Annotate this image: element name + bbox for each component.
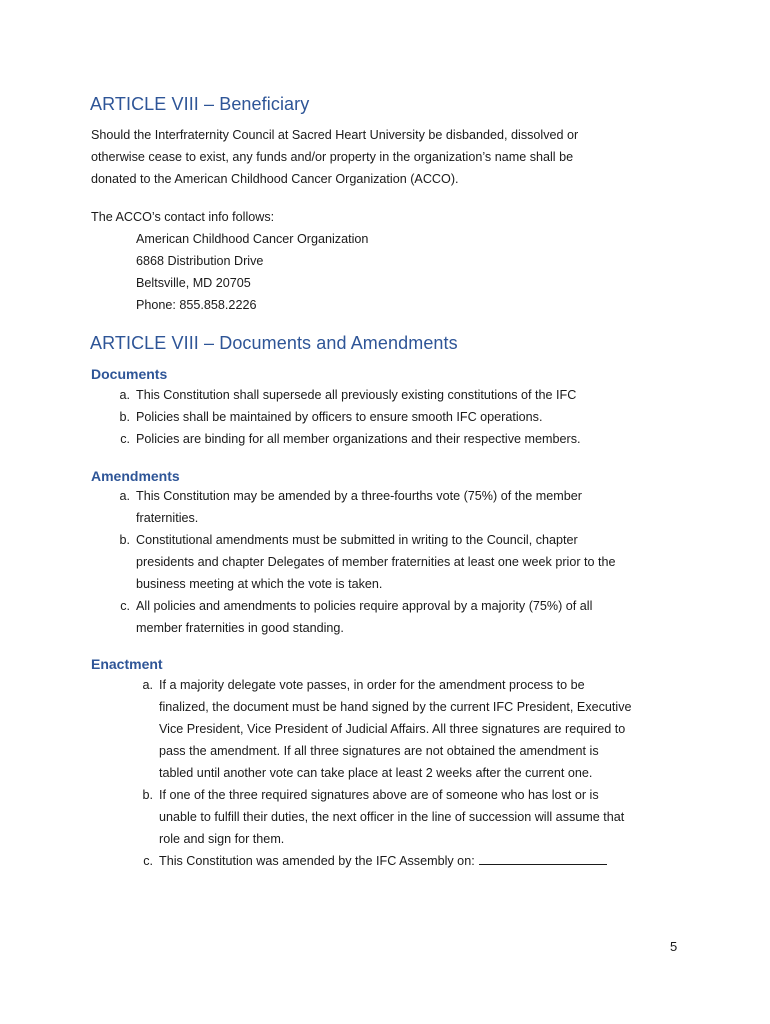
item-line: Policies are binding for all member organizations and their respective members. <box>136 432 581 446</box>
page-number: 5 <box>670 939 678 954</box>
list-item <box>120 595 696 639</box>
list-marker: b. <box>119 533 130 547</box>
list-marker: b. <box>142 788 153 802</box>
item-line: member fraternities in good standing. <box>136 621 344 635</box>
list-marker: b. <box>119 410 130 424</box>
list-marker: c. <box>120 599 130 613</box>
paragraph-line: otherwise cease to exist, any funds and/or property in the organization’s name shall be <box>91 150 574 164</box>
list-item <box>142 674 704 784</box>
enactment-subheading: Enactment <box>91 656 163 672</box>
list-item <box>142 784 704 850</box>
item-line: Constitutional amendments must be submitted in writing to the Council, chapter <box>136 533 578 547</box>
item-line: This Constitution shall supersede all previously existing constitutions of the IFC <box>136 388 577 402</box>
item-line: pass the amendment. If all three signatures are not obtained the amendment is <box>159 744 599 758</box>
list-item <box>120 428 696 450</box>
item-line: role and sign for them. <box>159 832 285 846</box>
item-line: All policies and amendments to policies require approval by a majority (75%) of all <box>136 599 593 613</box>
list-marker: a. <box>119 489 130 503</box>
contact-intro: The ACCO’s contact info follows: <box>91 210 275 224</box>
address-line: 6868 Distribution Drive <box>136 254 264 268</box>
item-line: Vice President, Vice President of Judicial Affairs. All three signatures are required to <box>159 722 626 736</box>
contact-address <box>136 228 368 316</box>
address-line: Phone: 855.858.2226 <box>136 298 257 312</box>
item-line: Policies shall be maintained by officers to ensure smooth IFC operations. <box>136 410 543 424</box>
list-item <box>119 406 696 428</box>
item-line: If one of the three required signatures above are of someone who has lost or is <box>159 788 599 802</box>
list-marker: a. <box>119 388 130 402</box>
list-marker: a. <box>142 678 153 692</box>
item-line: This Constitution may be amended by a three-fourths vote (75%) of the member <box>136 489 582 503</box>
list-item <box>119 529 696 595</box>
item-line: If a majority delegate vote passes, in order for the amendment process to be <box>159 678 585 692</box>
list-item <box>143 850 704 872</box>
address-line: American Childhood Cancer Organization <box>136 232 369 246</box>
beneficiary-paragraph <box>91 124 651 190</box>
list-item <box>119 384 696 406</box>
item-line: business meeting at which the vote is taken. <box>136 577 383 591</box>
item-line: finalized, the document must be hand signed by the current IFC President, Executive <box>159 700 632 714</box>
item-line: fraternities. <box>136 511 199 525</box>
amendment-date-label: This Constitution was amended by the IFC Assembly on: <box>159 854 475 868</box>
documents-list <box>119 384 696 450</box>
documents-amendments-heading: ARTICLE VIII – Documents and Amendments <box>90 333 458 353</box>
item-line <box>159 850 704 872</box>
beneficiary-heading: ARTICLE VIII – Beneficiary <box>90 94 310 114</box>
paragraph-line: Should the Interfraternity Council at Sacred Heart University be disbanded, dissolved or <box>91 128 579 142</box>
item-line: unable to fulfill their duties, the next officer in the line of succession will assume that <box>159 810 625 824</box>
enactment-list <box>142 674 704 872</box>
amendments-subheading: Amendments <box>91 468 180 484</box>
paragraph-line: donated to the American Childhood Cancer Organization (ACCO). <box>91 172 459 186</box>
list-marker: c. <box>143 854 153 868</box>
item-line: tabled until another vote can take place at least 2 weeks after the current one. <box>159 766 593 780</box>
address-line: Beltsville, MD 20705 <box>136 276 251 290</box>
amendment-date-blank <box>479 850 607 865</box>
amendments-list <box>119 485 696 639</box>
list-item <box>119 485 696 529</box>
list-marker: c. <box>120 432 130 446</box>
documents-subheading: Documents <box>91 366 168 382</box>
item-line: presidents and chapter Delegates of member fraternities at least one week prior to the <box>136 555 616 569</box>
